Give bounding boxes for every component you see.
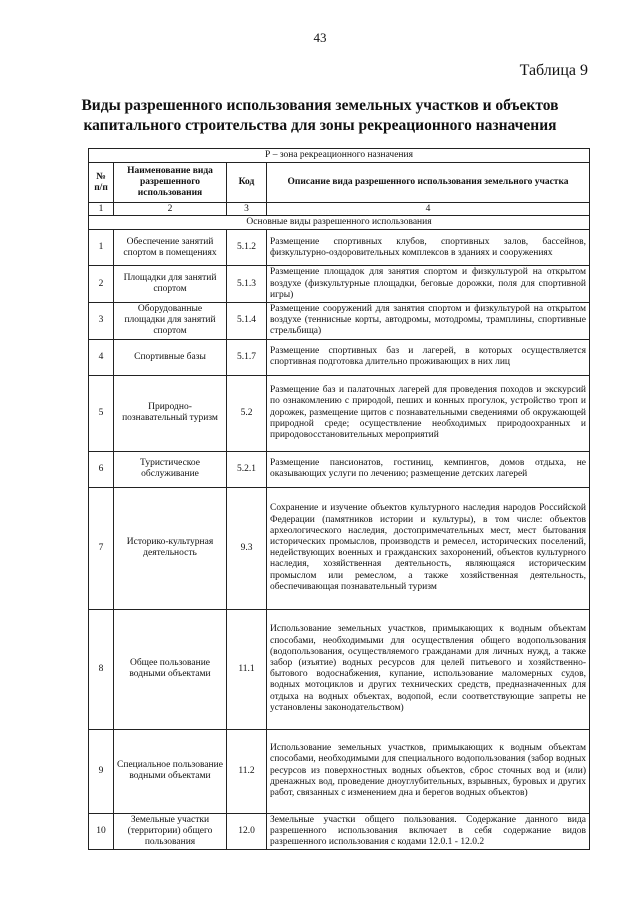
use-description: Размещение сооружений для занятия спортом и физкультурой на открытом воздухе (теннисные корты, автодромы, мотодромы, трамплины, спортивные стрельбища): [267, 303, 590, 340]
table-row: [89, 303, 590, 340]
row-number: 10: [89, 813, 114, 850]
table-row: [89, 375, 590, 451]
row-number: 4: [89, 339, 114, 375]
zone-header: Р – зона рекреационного назначения: [89, 149, 590, 163]
column-index: 1: [89, 203, 114, 216]
use-description: Размещение баз и палаточных лагерей для проведения походов и экскурсий по ознакомлению с природой, пеших и конных прогулок, устройство троп и дорожек, размещение щитов с познавательными сведениями об окружающей природной среде; осуществление необходимых природоохранных и природовосстановительных мероприятий: [267, 375, 590, 451]
use-name: Обеспечение занятий спортом в помещениях: [114, 230, 227, 266]
row-number: 1: [89, 230, 114, 266]
table-row: [89, 451, 590, 487]
column-header-name: Наименование вида разрешенного использования: [114, 163, 227, 203]
column-header-num: № п/п: [89, 163, 114, 203]
row-number: 8: [89, 609, 114, 729]
zone-header-row: [89, 149, 590, 163]
use-name: Общее пользование водными объектами: [114, 609, 227, 729]
land-use-table: [88, 148, 590, 850]
use-code: 9.3: [227, 487, 267, 609]
document-title: Виды разрешенного использования земельных участков и объектов капитального строительства для зоны рекреационного назначения: [81, 97, 559, 134]
use-description: Сохранение и изучение объектов культурного наследия народов Российской Федерации (памятников истории и культуры), в том числе: объектов археологического наследия, достопримечательных мест, мест бытования исторических промыслов, производств и ремесел, исторических поселений, недействующих военных и гражданских захоронений, объектов культурного наследия, хозяйственная деятельность, являющаяся историческим промыслом или ремеслом, а также хозяйственная деятельность, обеспечивающая познавательный туризм: [267, 487, 590, 609]
column-header-description: Описание вида разрешенного использования земельного участка: [267, 163, 590, 203]
table-row: [89, 813, 590, 850]
table-row: [89, 609, 590, 729]
use-code: 5.1.7: [227, 339, 267, 375]
column-header-code: Код: [227, 163, 267, 203]
use-name: Земельные участки (территории) общего пользования: [114, 813, 227, 850]
table-row: [89, 487, 590, 609]
use-code: 5.1.3: [227, 266, 267, 303]
use-description: Размещение спортивных баз и лагерей, в которых осуществляется спортивная подготовка длительно проживающих в них лиц: [267, 339, 590, 375]
row-number: 5: [89, 375, 114, 451]
row-number: 6: [89, 451, 114, 487]
use-code: 5.2: [227, 375, 267, 451]
table-label: Таблица 9: [519, 62, 588, 79]
table-row: [89, 230, 590, 266]
column-index-row: [89, 203, 590, 216]
use-code: 12.0: [227, 813, 267, 850]
use-code: 5.1.2: [227, 230, 267, 266]
use-description: Использование земельных участков, примыкающих к водным объектам способами, необходимыми для осуществления общего водопользования (водопользования, осуществляемого гражданами для личных нужд, а также забор (изъятие) водных ресурсов для целей питьевого и хозяйственно-бытового водоснабжения, купание, использование маломерных судов, водных мотоциклов и других технических средств, предназначенных для отдыха на водных объектах, водопой, если соответствующие запреты не установлены законодательством): [267, 609, 590, 729]
table-row: [89, 339, 590, 375]
use-name: Спортивные базы: [114, 339, 227, 375]
use-code: 11.1: [227, 609, 267, 729]
use-name: Специальное пользование водными объектами: [114, 729, 227, 813]
use-description: Размещение пансионатов, гостиниц, кемпингов, домов отдыха, не оказывающих услуги по лечению; размещение детских лагерей: [267, 451, 590, 487]
use-name: Оборудованные площадки для занятий спортом: [114, 303, 227, 340]
page-number: 43: [313, 30, 327, 45]
section-row: [89, 216, 590, 230]
use-description: Размещение площадок для занятия спортом и физкультурой на открытом воздухе (физкультурные площадки, беговые дорожки, поля для спортивной игры): [267, 266, 590, 303]
row-number: 7: [89, 487, 114, 609]
use-name: Природно-познавательный туризм: [114, 375, 227, 451]
row-number: 3: [89, 303, 114, 340]
use-code: 5.2.1: [227, 451, 267, 487]
use-description: Использование земельных участков, примыкающих к водным объектам способами, необходимыми для специального водопользования (забор водных ресурсов из поверхностных водных объектов, сброс сточных вод и (или) дренажных вод, проведение дноуглубительных, взрывных, буровых и других работ, связанных с изменением дна и берегов водных объектов): [267, 729, 590, 813]
use-name: Площадки для занятий спортом: [114, 266, 227, 303]
table-row: [89, 729, 590, 813]
column-header-row: [89, 163, 590, 203]
use-code: 5.1.4: [227, 303, 267, 340]
use-name: Историко-культурная деятельность: [114, 487, 227, 609]
use-name: Туристическое обслуживание: [114, 451, 227, 487]
section-header: Основные виды разрешенного использования: [89, 216, 590, 230]
use-description: Земельные участки общего пользования. Содержание данного вида разрешенного использования включает в себя содержание видов разрешенного использования с кодами 12.0.1 - 12.0.2: [267, 813, 590, 850]
row-number: 9: [89, 729, 114, 813]
row-number: 2: [89, 266, 114, 303]
column-index: 3: [227, 203, 267, 216]
column-index: 2: [114, 203, 227, 216]
table-row: [89, 266, 590, 303]
use-code: 11.2: [227, 729, 267, 813]
use-description: Размещение спортивных клубов, спортивных залов, бассейнов, физкультурно-оздоровительных комплексов в зданиях и сооружениях: [267, 230, 590, 266]
column-index: 4: [267, 203, 590, 216]
